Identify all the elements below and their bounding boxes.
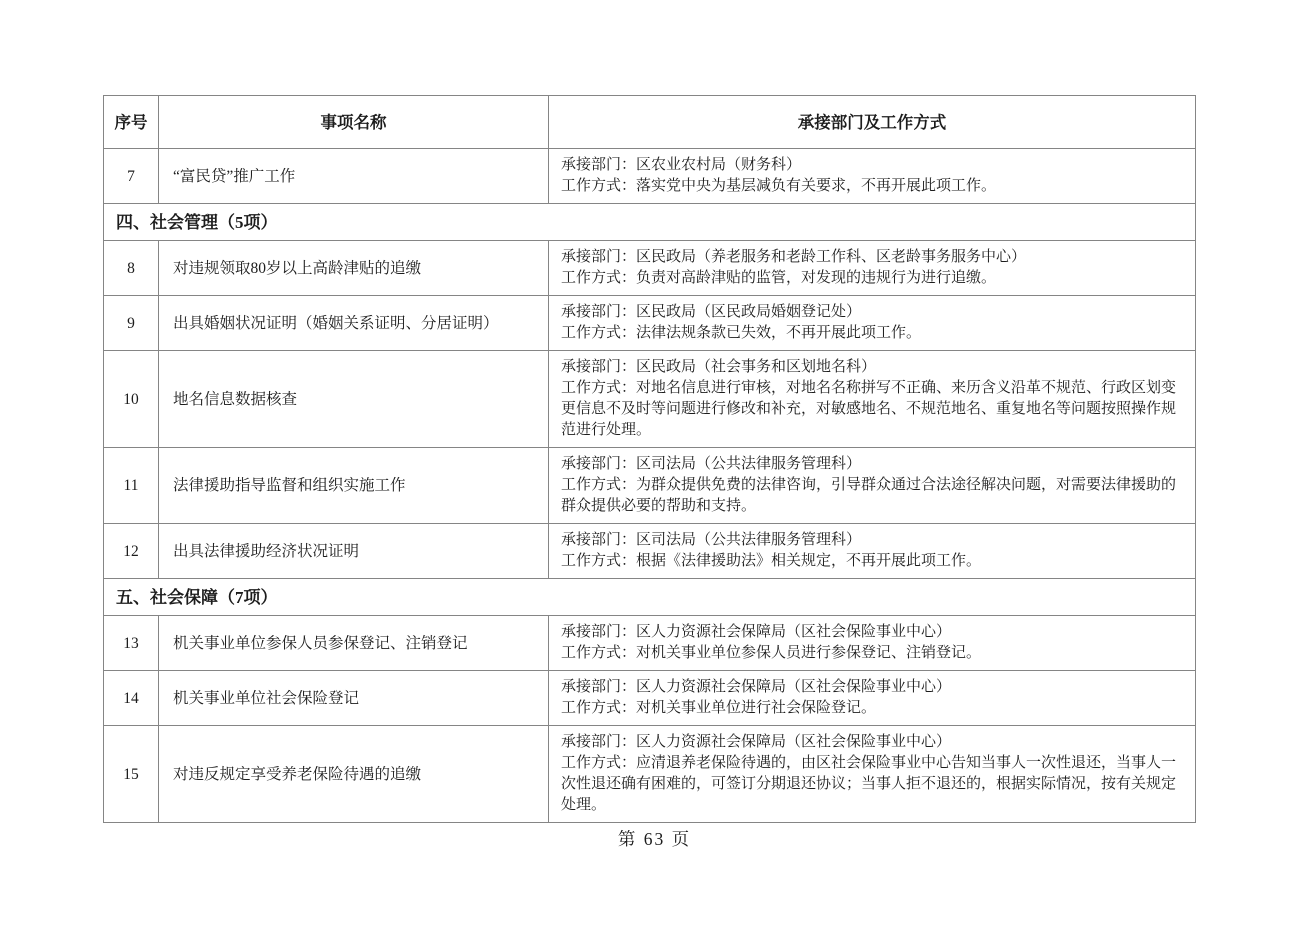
row-number: 14 bbox=[104, 671, 159, 726]
row-number: 8 bbox=[104, 241, 159, 296]
method-line: 工作方式：对机关事业单位参保人员进行参保登记、注销登记。 bbox=[561, 645, 982, 661]
item-name: “富民贷”推广工作 bbox=[159, 149, 549, 204]
page-number: 第 63 页 bbox=[617, 829, 692, 849]
header-no: 序号 bbox=[104, 96, 159, 149]
table-row bbox=[104, 616, 1196, 671]
table-row bbox=[104, 726, 1196, 823]
dept-line: 承接部门：区民政局（社会事务和区划地名科） bbox=[561, 359, 877, 375]
method-line: 工作方式：法律法规条款已失效，不再开展此项工作。 bbox=[561, 325, 922, 341]
dept-line: 承接部门：区人力资源社会保障局（区社会保险事业中心） bbox=[561, 679, 952, 695]
method-line: 工作方式：应清退养老保险待遇的，由区社会保险事业中心告知当事人一次性退还，当事人一次性退还确有困难的，可签订分期退还协议；当事人拒不退还的，根据实际情况，按有关规定处理。 bbox=[561, 755, 1177, 813]
dept-cell bbox=[549, 241, 1196, 296]
row-number: 12 bbox=[104, 524, 159, 579]
table-row bbox=[104, 448, 1196, 524]
row-number: 11 bbox=[104, 448, 159, 524]
table-row bbox=[104, 524, 1196, 579]
section-row bbox=[104, 579, 1196, 616]
row-number: 13 bbox=[104, 616, 159, 671]
item-name: 出具法律援助经济状况证明 bbox=[159, 524, 549, 579]
item-name: 地名信息数据核查 bbox=[159, 351, 549, 448]
method-line: 工作方式：负责对高龄津贴的监管，对发现的违规行为进行追缴。 bbox=[561, 270, 997, 286]
dept-line: 承接部门：区司法局（公共法律服务管理科） bbox=[561, 456, 862, 472]
section-title: 四、社会管理（5项） bbox=[104, 204, 1196, 241]
table-row bbox=[104, 296, 1196, 351]
dept-line: 承接部门：区人力资源社会保障局（区社会保险事业中心） bbox=[561, 734, 952, 750]
section-title: 五、社会保障（7项） bbox=[104, 579, 1196, 616]
row-number: 9 bbox=[104, 296, 159, 351]
header-dept: 承接部门及工作方式 bbox=[549, 96, 1196, 149]
row-number: 7 bbox=[104, 149, 159, 204]
dept-cell bbox=[549, 616, 1196, 671]
table-header-row bbox=[104, 96, 1196, 149]
dept-line: 承接部门：区民政局（养老服务和老龄工作科、区老龄事务服务中心） bbox=[561, 249, 1027, 265]
item-name: 对违规领取80岁以上高龄津贴的追缴 bbox=[159, 241, 549, 296]
table-row bbox=[104, 149, 1196, 204]
item-name: 机关事业单位社会保险登记 bbox=[159, 671, 549, 726]
section-row bbox=[104, 204, 1196, 241]
row-number: 10 bbox=[104, 351, 159, 448]
header-name: 事项名称 bbox=[159, 96, 549, 149]
method-line: 工作方式：为群众提供免费的法律咨询，引导群众通过合法途径解决问题，对需要法律援助的群众提供必要的帮助和支持。 bbox=[561, 477, 1177, 514]
method-line: 工作方式：对地名信息进行审核，对地名名称拼写不正确、来历含义沿革不规范、行政区划变更信息不及时等问题进行修改和补充，对敏感地名、不规范地名、重复地名等问题按照操作规范进行处理。 bbox=[561, 380, 1177, 438]
dept-cell bbox=[549, 671, 1196, 726]
dept-cell bbox=[549, 296, 1196, 351]
table-row bbox=[104, 351, 1196, 448]
table-row bbox=[104, 671, 1196, 726]
dept-cell bbox=[549, 351, 1196, 448]
item-name: 机关事业单位参保人员参保登记、注销登记 bbox=[159, 616, 549, 671]
dept-line: 承接部门：区民政局（区民政局婚姻登记处） bbox=[561, 304, 862, 320]
dept-line: 承接部门：区司法局（公共法律服务管理科） bbox=[561, 532, 862, 548]
items-table bbox=[103, 95, 1196, 823]
dept-cell bbox=[549, 726, 1196, 823]
dept-line: 承接部门：区农业农村局（财务科） bbox=[561, 157, 802, 173]
dept-line: 承接部门：区人力资源社会保障局（区社会保险事业中心） bbox=[561, 624, 952, 640]
method-line: 工作方式：根据《法律援助法》相关规定，不再开展此项工作。 bbox=[561, 553, 982, 569]
method-line: 工作方式：落实党中央为基层减负有关要求，不再开展此项工作。 bbox=[561, 178, 997, 194]
dept-cell bbox=[549, 149, 1196, 204]
table-row bbox=[104, 241, 1196, 296]
item-name: 出具婚姻状况证明（婚姻关系证明、分居证明） bbox=[159, 296, 549, 351]
row-number: 15 bbox=[104, 726, 159, 823]
item-name: 对违反规定享受养老保险待遇的追缴 bbox=[159, 726, 549, 823]
item-name: 法律援助指导监督和组织实施工作 bbox=[159, 448, 549, 524]
method-line: 工作方式：对机关事业单位进行社会保险登记。 bbox=[561, 700, 877, 716]
dept-cell bbox=[549, 524, 1196, 579]
dept-cell bbox=[549, 448, 1196, 524]
